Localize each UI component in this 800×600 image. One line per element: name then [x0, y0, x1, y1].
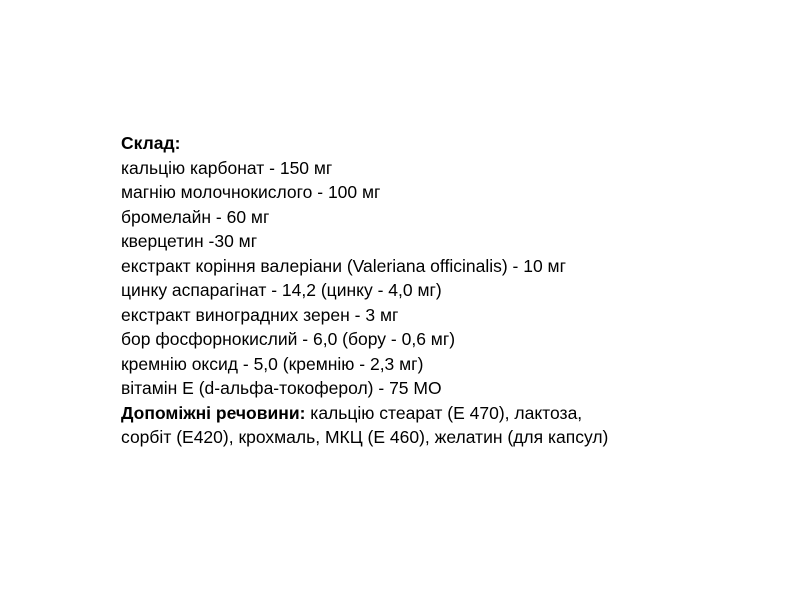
- ingredient-item: екстракт виноградних зерен - 3 мг: [121, 304, 399, 325]
- ingredient-item: кальцію карбонат - 150 мг: [121, 157, 333, 178]
- ingredient-item: магнію молочнокислого - 100 мг: [121, 182, 381, 202]
- excipients-text-line1: кальцію стеарат (E 470), лактоза,: [305, 402, 583, 423]
- excipients-paragraph: [121, 401, 781, 426]
- ingredient-item: бромелайн - 60 мг: [121, 206, 270, 227]
- composition-document: [121, 131, 781, 450]
- composition-title: Склад:: [121, 133, 181, 153]
- ingredient-item: цинку аспарагінат - 14,2 (цинку - 4,0 мг): [121, 280, 442, 300]
- ingredient-item: екстракт коріння валеріани (Valeriana officinalis) - 10 мг: [121, 255, 566, 276]
- ingredient-item: кремнію оксид - 5,0 (кремнію - 2,3 мг): [121, 353, 424, 374]
- excipients-label: Допоміжні речовини:: [121, 402, 306, 423]
- ingredient-item: кверцетин -30 мг: [121, 231, 258, 251]
- ingredient-item: вітамін E (d-альфа-токоферол) - 75 МО: [121, 378, 442, 398]
- excipients-text-line2: сорбіт (E420), крохмаль, МКЦ (E 460), желатин (для капсул): [121, 427, 609, 447]
- ingredient-item: бор фосфорнокислий - 6,0 (бору - 0,6 мг): [121, 329, 456, 349]
